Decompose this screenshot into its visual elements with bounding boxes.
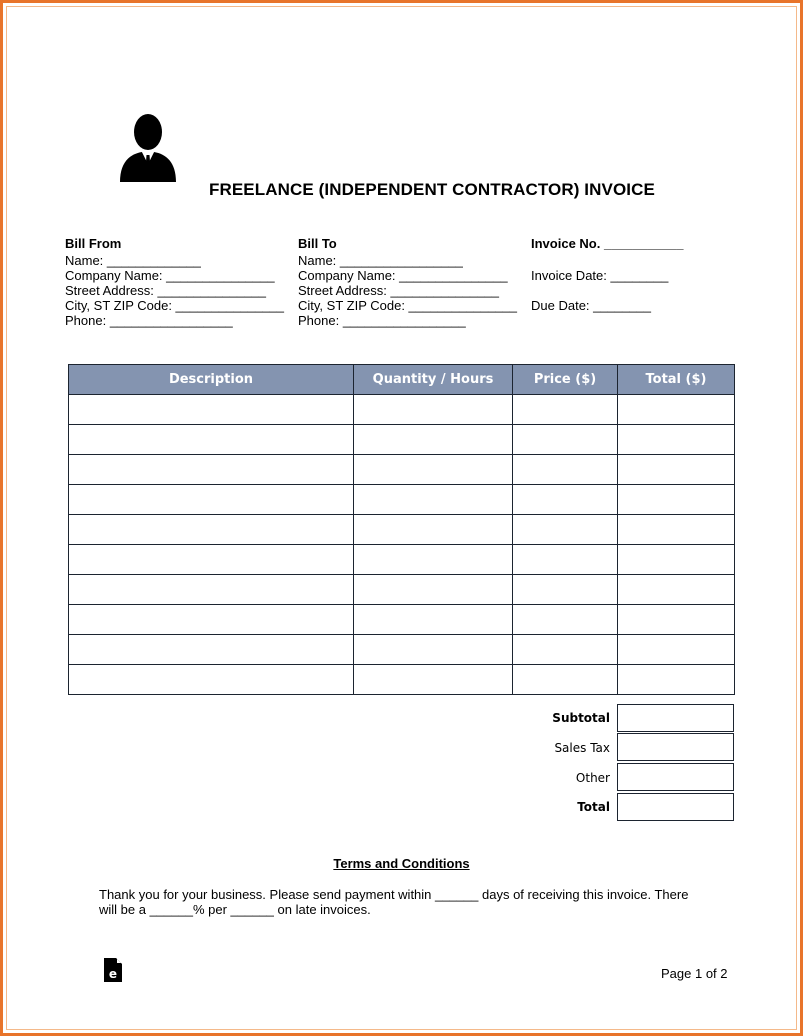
cell-description[interactable] (69, 455, 354, 485)
cell-price[interactable] (513, 605, 618, 635)
invoice-date: Invoice Date: ________ (531, 268, 669, 283)
invoice-title: FREELANCE (INDEPENDENT CONTRACTOR) INVOICE (209, 180, 655, 199)
eforms-logo-icon (103, 957, 123, 983)
cell-description[interactable] (69, 575, 354, 605)
cell-description[interactable] (69, 605, 354, 635)
bill-from-street: Street Address: _______________ (65, 283, 266, 298)
cell-price[interactable] (513, 455, 618, 485)
header-quantity-hours: Quantity / Hours (354, 365, 513, 395)
table-header-row (69, 365, 735, 395)
cell-quantity[interactable] (354, 455, 513, 485)
cell-quantity[interactable] (354, 395, 513, 425)
sales-tax-field[interactable] (617, 733, 734, 761)
bill-to-heading: Bill To (298, 236, 337, 251)
table-row (69, 635, 735, 665)
other-label: Other (575, 771, 610, 785)
total-label: Total (577, 800, 610, 814)
table-row (69, 395, 735, 425)
cell-total[interactable] (618, 425, 735, 455)
cell-total[interactable] (618, 515, 735, 545)
cell-description[interactable] (69, 545, 354, 575)
cell-price[interactable] (513, 665, 618, 695)
subtotal-field[interactable] (617, 704, 734, 732)
bill-from-name: Name: _____________ (65, 253, 201, 268)
cell-price[interactable] (513, 395, 618, 425)
other-field[interactable] (617, 763, 734, 791)
cell-quantity[interactable] (354, 515, 513, 545)
cell-total[interactable] (618, 635, 735, 665)
bill-to-company: Company Name: _______________ (298, 268, 508, 283)
table-row (69, 605, 735, 635)
cell-total[interactable] (618, 485, 735, 515)
header-price: Price ($) (513, 365, 618, 395)
invoice-number: Invoice No. ___________ (531, 236, 684, 251)
total-field[interactable] (617, 793, 734, 821)
table-row (69, 545, 735, 575)
cell-description[interactable] (69, 635, 354, 665)
header-total: Total ($) (618, 365, 735, 395)
cell-price[interactable] (513, 425, 618, 455)
table-row (69, 575, 735, 605)
cell-quantity[interactable] (354, 425, 513, 455)
bill-to-street: Street Address: _______________ (298, 283, 499, 298)
subtotal-label: Subtotal (552, 711, 610, 725)
bill-from-company: Company Name: _______________ (65, 268, 275, 283)
cell-quantity[interactable] (354, 545, 513, 575)
cell-total[interactable] (618, 395, 735, 425)
cell-price[interactable] (513, 515, 618, 545)
cell-total[interactable] (618, 455, 735, 485)
bill-from-phone: Phone: _________________ (65, 313, 233, 328)
cell-total[interactable] (618, 605, 735, 635)
bill-to-city: City, ST ZIP Code: _______________ (298, 298, 517, 313)
table-row (69, 455, 735, 485)
cell-price[interactable] (513, 485, 618, 515)
cell-quantity[interactable] (354, 575, 513, 605)
bill-to-phone: Phone: _________________ (298, 313, 466, 328)
cell-total[interactable] (618, 575, 735, 605)
cell-quantity[interactable] (354, 665, 513, 695)
cell-quantity[interactable] (354, 635, 513, 665)
bill-from-city: City, ST ZIP Code: _______________ (65, 298, 284, 313)
due-date: Due Date: ________ (531, 298, 651, 313)
svg-text:e: e (108, 967, 118, 981)
bill-from-heading: Bill From (65, 236, 122, 251)
cell-quantity[interactable] (354, 485, 513, 515)
cell-total[interactable] (618, 545, 735, 575)
cell-description[interactable] (69, 665, 354, 695)
cell-total[interactable] (618, 665, 735, 695)
cell-description[interactable] (69, 515, 354, 545)
bill-to-name: Name: _________________ (298, 253, 463, 268)
table-row (69, 485, 735, 515)
terms-text: Thank you for your business. Please send payment within ______ days of receiving this invoice. There will be a ______% per ______ on late invoices. (99, 887, 689, 917)
cell-price[interactable] (513, 635, 618, 665)
cell-description[interactable] (69, 485, 354, 515)
cell-description[interactable] (69, 395, 354, 425)
table-row (69, 665, 735, 695)
person-icon (116, 112, 180, 184)
table-row (69, 425, 735, 455)
header-description: Description (69, 365, 354, 395)
terms-heading: Terms and Conditions (333, 856, 470, 871)
cell-price[interactable] (513, 575, 618, 605)
page-number: Page 1 of 2 (661, 966, 728, 981)
cell-price[interactable] (513, 545, 618, 575)
table-row (69, 515, 735, 545)
cell-description[interactable] (69, 425, 354, 455)
cell-quantity[interactable] (354, 605, 513, 635)
sales-tax-label: Sales Tax (554, 741, 610, 755)
items-table (68, 364, 735, 695)
